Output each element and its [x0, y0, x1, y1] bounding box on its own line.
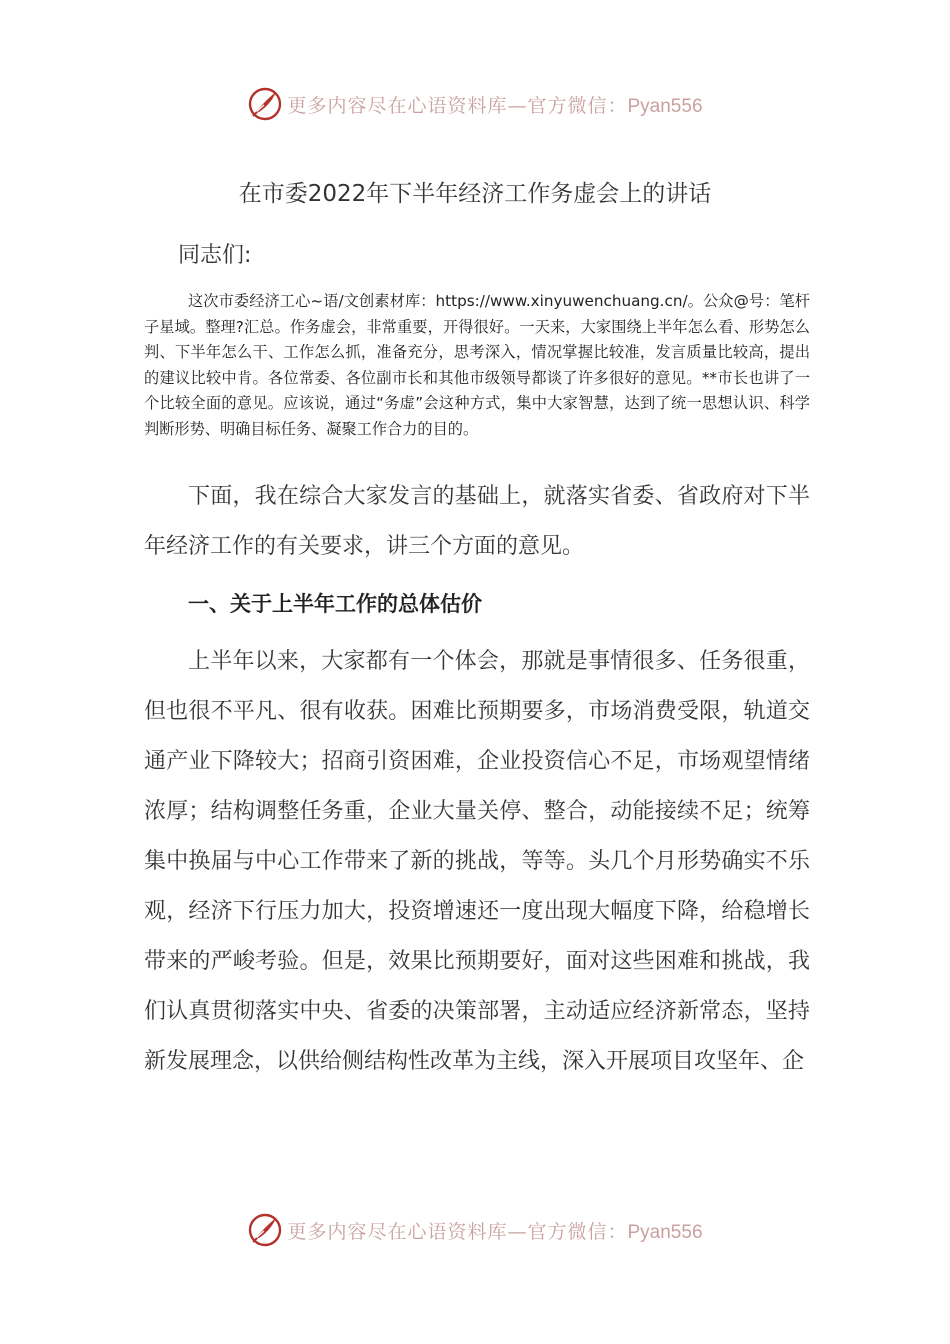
quill-logo-icon	[247, 1212, 283, 1248]
banner-text: 更多内容尽在心语资料库—官方微信：Pyan556	[287, 94, 703, 117]
wechat-id: Pyan556	[627, 1221, 703, 1243]
header-watermark-banner	[0, 84, 950, 124]
paragraph-intro: 这次市委经济工心~语/文创素材库：https://www.xinyuwenchuang.cn/。公众@号：笔杆子星域。整理?汇总。作务虚会，非常重要，开得很好。一天来，大家围绕上半年怎么看、形势怎么判、下半年怎么干、工作怎么抓，准备充分，思考深入，情况掌握比较准，发言质量比较高，提出的建议比较中肯。各位常委、各位副市长和其他市级领导都谈了许多很好的意见。**市长也讲了一个比较全面的意见。应该说，通过“务虚”会这种方式，集中大家智慧，达到了统一思想认识、科学判断形势、明确目标任务、凝聚工作合力的目的。	[144, 292, 810, 438]
document-title: 在市委2022年下半年经济工作务虚会上的讲话	[238, 181, 712, 207]
wechat-id: Pyan556	[627, 95, 703, 117]
paragraph-first-half-review: 上半年以来，大家都有一个体会，那就是事情很多、任务很重，但也很不平凡、很有收获。困难比预期要多，市场消费受限，轨道交通产业下降较大；招商引资困难，企业投资信心不足，市场观望情绪浓厚；结构调整任务重，企业大量关停、整合，动能接续不足；统筹集中换届与中心工作带来了新的挑战，等等。头几个月形势确实不乐观，经济下行压力加大，投资增速还一度出现大幅度下降，给稳增长带来的严峻考验。但是，效果比预期要好，面对这些困难和挑战，我们认真贯彻落实中央、省委的决策部署，主动适应经济新常态，坚持新发展理念，以供给侧结构性改革为主线，深入开展项目攻坚年、企	[144, 649, 810, 1074]
greeting: 同志们:	[178, 243, 252, 268]
footer-watermark-banner	[0, 1210, 950, 1250]
paragraph-outline: 下面，我在综合大家发言的基础上，就落实省委、省政府对下半年经济工作的有关要求，讲三个方面的意见。	[144, 484, 810, 559]
quill-logo-icon	[247, 86, 283, 122]
banner-text: 更多内容尽在心语资料库—官方微信：Pyan556	[287, 1220, 703, 1243]
section-heading: 一、关于上半年工作的总体估价	[188, 592, 482, 616]
